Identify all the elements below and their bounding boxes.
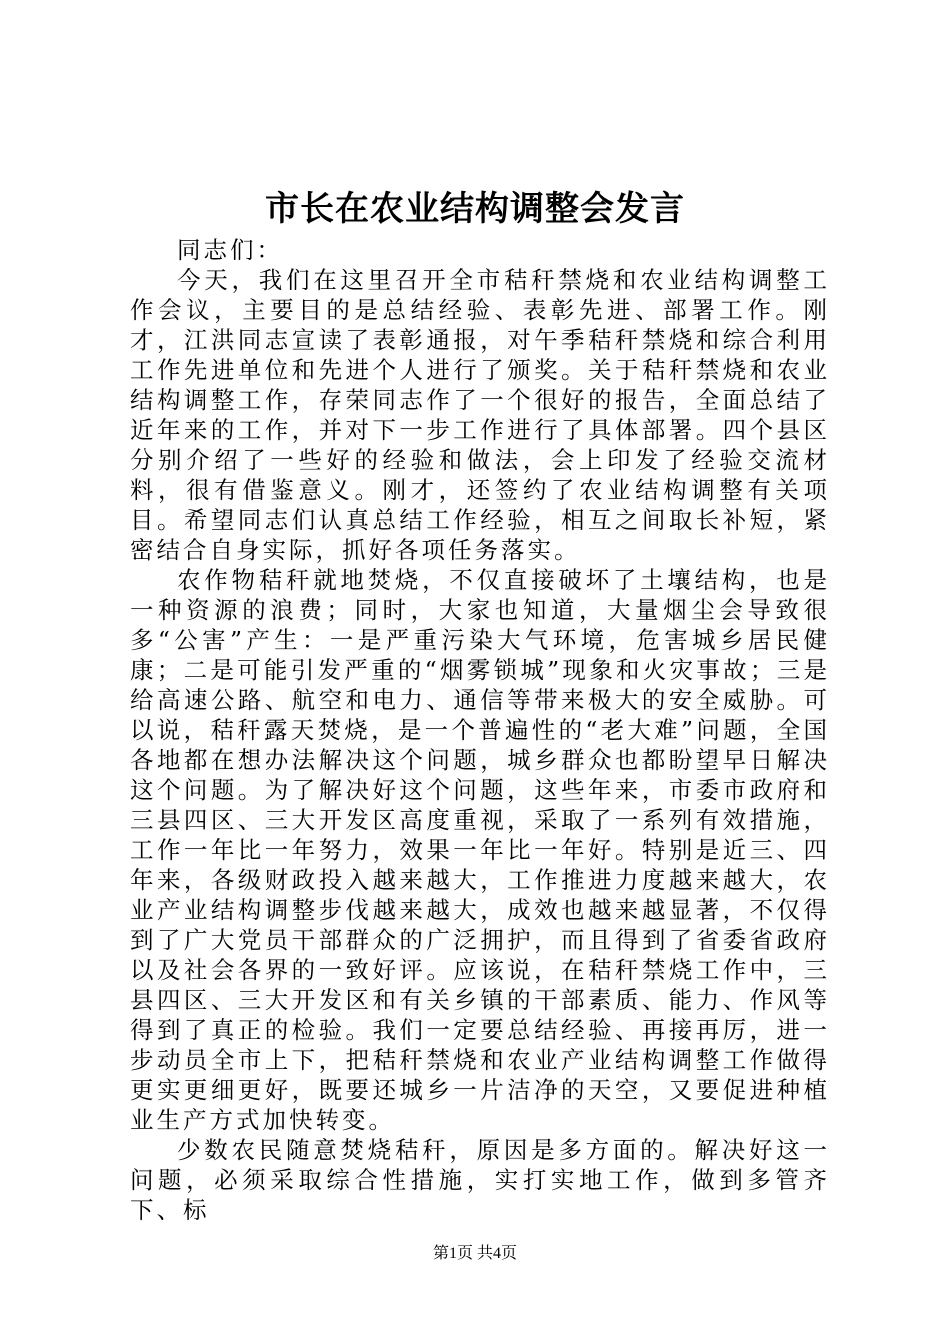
document-body <box>130 235 830 1225</box>
paragraph: 今天，我们在这里召开全市秸秆禁烧和农业结构调整工作会议，主要目的是总结经验、表彰先进、部署工作。刚才，江洪同志宣读了表彰通报，对午季秸秆禁烧和综合利用工作先进单位和先进个人进行了颁奖。关于秸秆禁烧和农业结构调整工作，存荣同志作了一个很好的报告，全面总结了近年来的工作，并对下一步工作进行了具体部署。四个县区分别介绍了一些好的经验和做法，会上印发了经验交流材料，很有借鉴意义。刚才，还签约了农业结构调整有关项目。希望同志们认真总结工作经验，相互之间取长补短，紧密结合自身实际，抓好各项任务落实。 <box>130 266 830 564</box>
salutation: 同志们： <box>177 236 283 264</box>
page-number-footer: 第1页 共4页 <box>432 1245 517 1262</box>
paragraph: 农作物秸秆就地焚烧，不仅直接破坏了土壤结构，也是一种资源的浪费；同时，大家也知道，大量烟尘会导致很多“公害”产生：一是严重污染大气环境，危害城乡居民健康；二是可能引发严重的“烟雾锁城”现象和火灾事故；三是给高速公路、航空和电力、通信等带来极大的安全威胁。可以说，秸秆露天焚烧，是一个普遍性的“老大难”问题，全国各地都在想办法解决这个问题，城乡群众也都盼望早日解决这个问题。为了解决好这个问题，这些年来，市委市政府和三县四区、三大开发区高度重视，采取了一系列有效措施，工作一年比一年努力，效果一年比一年好。特别是近三、四年来，各级财政投入越来越大，工作推进力度越来越大，农业产业结构调整步伐越来越大，成效也越来越显著，不仅得到了广大党员干部群众的广泛拥护，而且得到了省委省政府以及社会各界的一致好评。应该说，在秸秆禁烧工作中，三县四区、三大开发区和有关乡镇的干部素质、能力、作风等得到了真正的检验。我们一定要总结经验、再接再厉，进一步动员全市上下，把秸秆禁烧和农业产业结构调整工作做得更实更细更好，既要还城乡一片洁净的天空，又要促进种植业生产方式加快转变。 <box>130 566 830 1134</box>
document-title: 市长在农业结构调整会发言 <box>265 189 685 229</box>
paragraph: 少数农民随意焚烧秸秆，原因是多方面的。解决好这一问题，必须采取综合性措施，实打实地工作，做到多管齐下、标 <box>130 1136 830 1224</box>
